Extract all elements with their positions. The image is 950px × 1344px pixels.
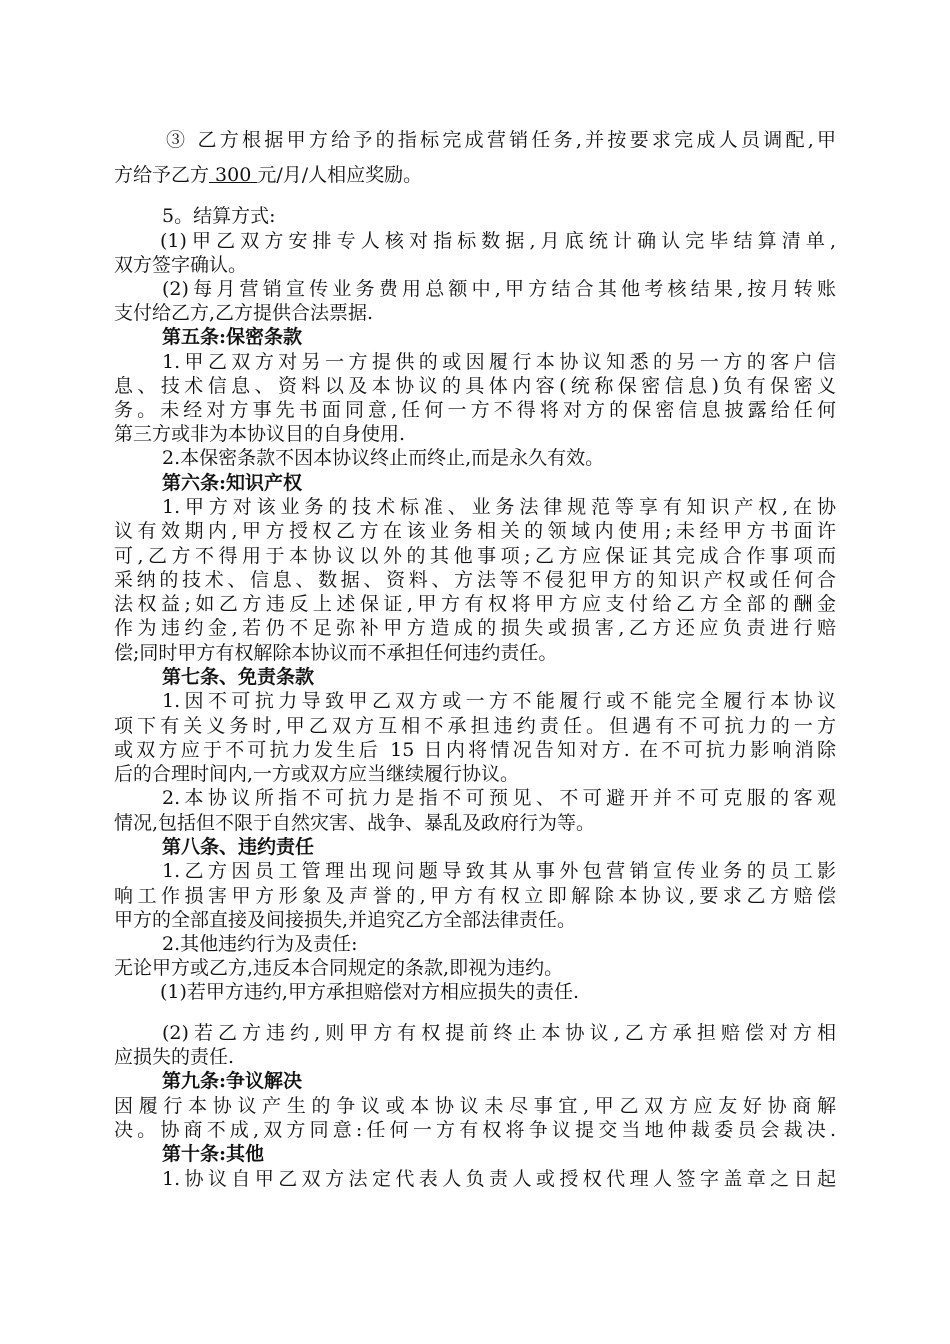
article-8-p1-line2: 响工作损害甲方形象及声誉的,甲方有权立即解除本协议,要求乙方赔偿 <box>114 885 836 907</box>
settlement-p1-line1: (1)甲乙双方安排专人核对指标数据,月底统计确认完毕结算清单, <box>160 230 836 252</box>
settlement-p2-line2: 支付给乙方,乙方提供合法票据. <box>114 302 374 324</box>
article-7-p1-line3: 或双方应于不可抗力发生后 15 日内将情况告知对方. 在不可抗力影响消除 <box>114 739 836 761</box>
document-page <box>114 0 836 1344</box>
article-5-p2: 2.本保密条款不因本协议终止而终止,而是永久有效。 <box>162 447 605 469</box>
article-5-p1-line2: 息、技术信息、资料以及本协议的具体内容(统称保密信息)负有保密义 <box>114 375 836 397</box>
article-8-heading: 第八条、违约责任 <box>162 836 315 858</box>
article-8-p2: 2.其他违约行为及责任: <box>162 933 358 955</box>
article-6-p1-line2: 议有效期内,甲方授权乙方在该业务相关的领域内使用;未经甲方书面许 <box>114 520 836 542</box>
article-7-heading: 第七条、免责条款 <box>162 666 315 688</box>
article-5-p1-line4: 第三方或非为本协议目的自身使用. <box>114 423 406 445</box>
article-8-p5-line1: (2)若乙方违约,则甲方有权提前终止本协议,乙方承担赔偿对方相 <box>162 1022 836 1044</box>
article-7-p2-line2: 情况,包括但不限于自然灾害、战争、暴乱及政府行为等。 <box>114 812 596 834</box>
article-6-p1-line5: 法权益;如乙方违反上述保证,甲方有权将甲方应支付给乙方全部的酬金 <box>114 593 836 615</box>
item3-line1: ③ 乙方根据甲方给予的指标完成营销任务,并按要求完成人员调配,甲 <box>166 129 836 151</box>
item3-line2-post: 元/月/人相应奖励。 <box>257 164 423 186</box>
settlement-p2-line1: (2)每月营销宣传业务费用总额中,甲方结合其他考核结果,按月转账 <box>162 278 836 300</box>
item3-line2-pre: 方给予乙方 <box>114 164 210 186</box>
article-5-heading: 第五条:保密条款 <box>162 326 303 348</box>
article-6-p1-line3: 可,乙方不得用于本协议以外的其他事项;乙方应保证其完成合作事项而 <box>114 545 836 567</box>
article-7-p1-line1: 1.因不可抗力导致甲乙双方或一方不能履行或不能完全履行本协议 <box>162 690 836 712</box>
article-6-p1-line7: 偿;同时甲方有权解除本协议而不承担任何违约责任。 <box>114 642 558 664</box>
article-9-p1-line2: 决。协商不成,双方同意:任何一方有权将争议提交当地仲裁委员会裁决. <box>114 1119 836 1141</box>
article-9-p1-line1: 因履行本协议产生的争议或本协议未尽事宜,甲乙双方应友好协商解 <box>114 1095 836 1117</box>
article-8-p1-line1: 1.乙方因员工管理出现问题导致其从事外包营销宣传业务的员工影 <box>162 860 836 882</box>
article-8-p4: (1)若甲方违约,甲方承担赔偿对方相应损失的责任. <box>160 981 579 1003</box>
item3-line2 <box>114 163 422 187</box>
article-6-p1-line6: 作为违约金,若仍不足弥补甲方造成的损失或损害,乙方还应负责进行赔 <box>114 617 836 639</box>
settlement-title: 5。结算方式: <box>162 205 276 227</box>
article-8-p5-line2: 应损失的责任. <box>114 1046 235 1068</box>
reward-amount: 300 <box>209 164 258 186</box>
article-8-p1-line3: 甲方的全部直接及间接损失,并追究乙方全部法律责任。 <box>114 909 577 931</box>
article-7-p2-line1: 2.本协议所指不可抗力是指不可预见、不可避开并不可克服的客观 <box>162 787 836 809</box>
article-7-p1-line2: 项下有关义务时,甲乙双方互相不承担违约责任。但遇有不可抗力的一方 <box>114 715 836 737</box>
article-5-p1-line3: 务。未经对方事先书面同意,任何一方不得将对方的保密信息披露给任何 <box>114 399 836 421</box>
article-6-heading: 第六条:知识产权 <box>162 472 303 494</box>
article-6-p1-line4: 采纳的技术、信息、数据、资料、方法等不侵犯甲方的知识产权或任何合 <box>114 569 836 591</box>
settlement-p1-line2: 双方签字确认。 <box>114 254 248 276</box>
article-9-heading: 第九条:争议解决 <box>162 1070 303 1092</box>
article-10-heading: 第十条:其他 <box>162 1143 265 1165</box>
article-8-p3: 无论甲方或乙方,违反本合同规定的条款,即视为违约。 <box>114 957 564 979</box>
article-6-p1-line1: 1.甲方对该业务的技术标准、业务法律规范等享有知识产权,在协 <box>162 496 836 518</box>
article-5-p1-line1: 1.甲乙双方对另一方提供的或因履行本协议知悉的另一方的客户信 <box>162 351 836 373</box>
article-7-p1-line4: 后的合理时间内,一方或双方应当继续履行协议。 <box>114 763 520 785</box>
article-10-p1-line1: 1.协议自甲乙双方法定代表人负责人或授权代理人签字盖章之日起 <box>162 1168 836 1190</box>
